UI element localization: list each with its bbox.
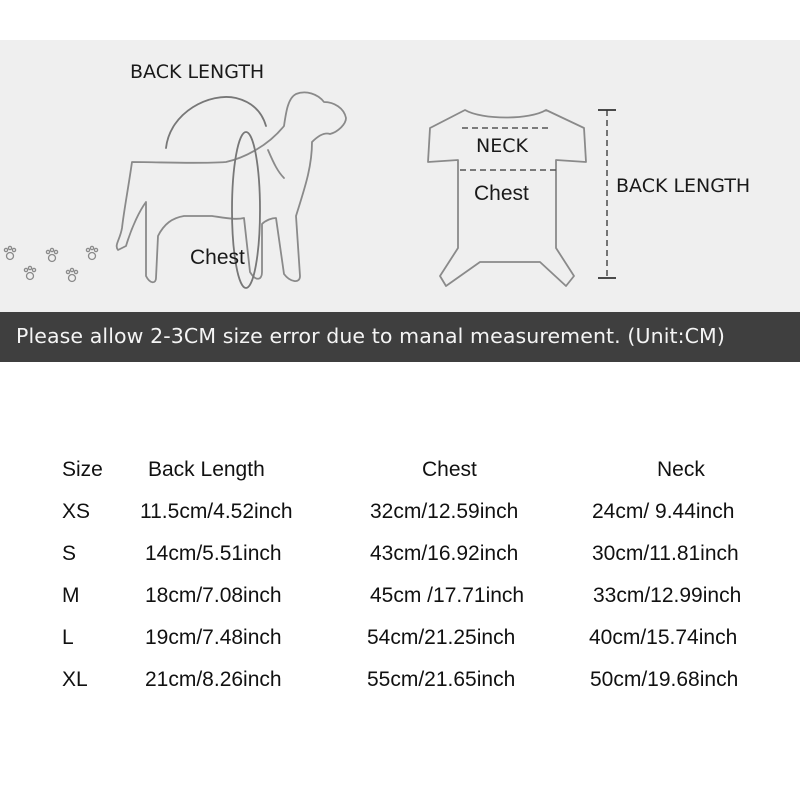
shirt-neck-label: NECK (476, 135, 528, 157)
measurement-diagram-panel (0, 40, 800, 312)
chest-cell: 54cm/21.25inch (367, 626, 516, 649)
size-cell: S (62, 542, 77, 565)
neck-cell: 24cm/ 9.44inch (592, 500, 735, 523)
back-length-cell: 21cm/8.26inch (145, 668, 282, 691)
back-length-arc (166, 97, 266, 148)
dog-back-length-label: BACK LENGTH (130, 61, 265, 83)
neck-cell: 30cm/11.81inch (592, 542, 739, 565)
shirt-back-length-label: BACK LENGTH (616, 175, 751, 197)
size-cell: XS (62, 500, 91, 523)
back-length-cell: 19cm/7.48inch (145, 626, 282, 649)
header-neck: Neck (657, 458, 705, 481)
chest-cell: 32cm/12.59inch (370, 500, 519, 523)
neck-cell: 40cm/15.74inch (589, 626, 738, 649)
neck-cell: 50cm/19.68inch (590, 668, 739, 691)
back-length-cell: 14cm/5.51inch (145, 542, 282, 565)
dog-neck-line (268, 150, 284, 178)
back-length-cell: 18cm/7.08inch (145, 584, 282, 607)
chest-cell: 45cm /17.71inch (370, 584, 525, 607)
size-cell: M (62, 584, 80, 607)
neck-cell: 33cm/12.99inch (593, 584, 742, 607)
dog-chest-label: Chest (190, 246, 245, 269)
measurement-notice: Please allow 2-3CM size error due to manal measurement. (Unit:CM) (16, 324, 725, 348)
header-size: Size (62, 458, 103, 481)
shirt-chest-label: Chest (474, 182, 529, 205)
paw-print-icon (4, 246, 97, 281)
chest-cell: 43cm/16.92inch (370, 542, 519, 565)
header-chest: Chest (422, 458, 477, 481)
header-back-length: Back Length (148, 458, 265, 481)
measurement-notice-bar (0, 312, 800, 362)
back-length-cell: 11.5cm/4.52inch (140, 500, 293, 523)
size-cell: XL (62, 668, 88, 691)
size-cell: L (62, 626, 74, 649)
chest-cell: 55cm/21.65inch (367, 668, 516, 691)
